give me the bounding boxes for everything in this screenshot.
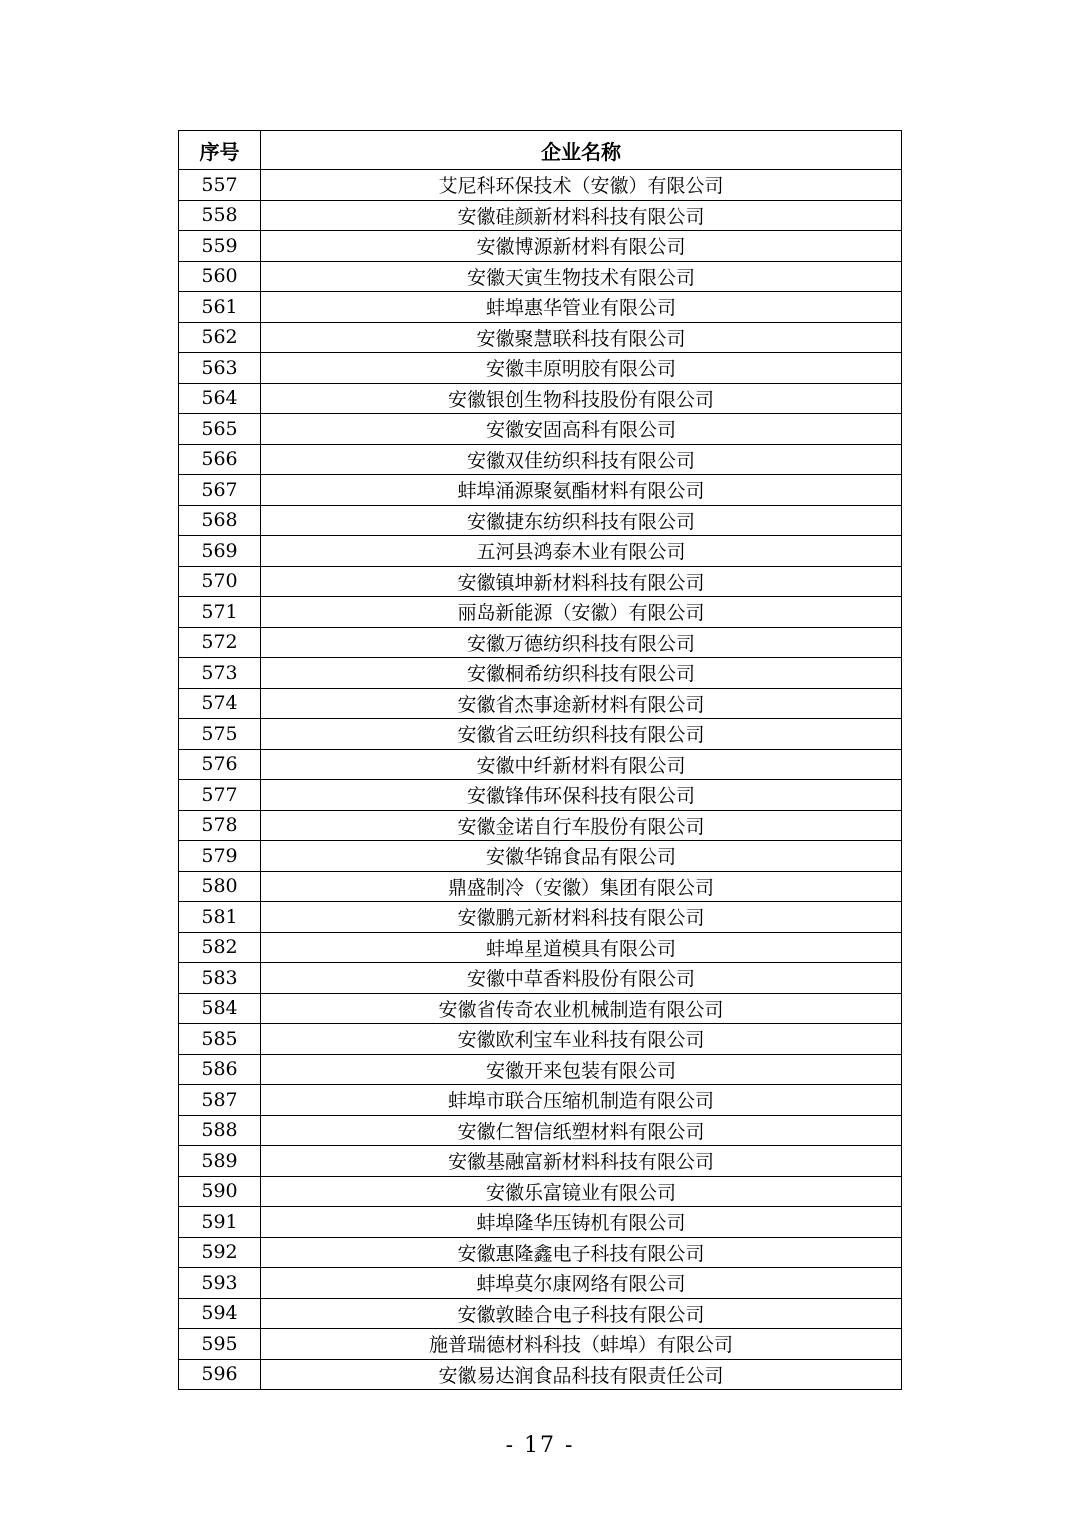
table-row xyxy=(179,1207,902,1238)
table-row xyxy=(179,597,902,628)
serial-number-cell: 594 xyxy=(179,1298,261,1329)
enterprise-name-cell: 安徽硅颜新材料科技有限公司 xyxy=(261,200,902,231)
serial-number-cell: 562 xyxy=(179,322,261,353)
serial-number-cell: 584 xyxy=(179,993,261,1024)
table-row xyxy=(179,1329,902,1360)
table-row xyxy=(179,200,902,231)
table-row xyxy=(179,1146,902,1177)
serial-number-cell: 575 xyxy=(179,719,261,750)
enterprise-name-cell: 丽岛新能源（安徽）有限公司 xyxy=(261,597,902,628)
enterprise-name-cell: 安徽丰原明胶有限公司 xyxy=(261,353,902,384)
serial-number-cell: 557 xyxy=(179,170,261,201)
enterprise-name-cell: 安徽敦睦合电子科技有限公司 xyxy=(261,1298,902,1329)
enterprise-name-cell: 安徽易达润食品科技有限责任公司 xyxy=(261,1359,902,1390)
serial-number-cell: 574 xyxy=(179,688,261,719)
table-row xyxy=(179,231,902,262)
enterprise-name-cell: 安徽华锦食品有限公司 xyxy=(261,841,902,872)
enterprise-name-cell: 安徽金诺自行车股份有限公司 xyxy=(261,810,902,841)
table-row xyxy=(179,810,902,841)
table-header-row xyxy=(179,131,902,170)
serial-number-cell: 583 xyxy=(179,963,261,994)
table-row xyxy=(179,353,902,384)
serial-number-cell: 560 xyxy=(179,261,261,292)
serial-number-cell: 595 xyxy=(179,1329,261,1360)
table-row xyxy=(179,688,902,719)
serial-number-cell: 577 xyxy=(179,780,261,811)
table-row xyxy=(179,1176,902,1207)
header-enterprise-name: 企业名称 xyxy=(261,131,902,170)
enterprise-name-cell: 安徽惠隆鑫电子科技有限公司 xyxy=(261,1237,902,1268)
enterprise-name-cell: 蚌埠星道模具有限公司 xyxy=(261,932,902,963)
serial-number-cell: 586 xyxy=(179,1054,261,1085)
enterprise-name-cell: 蚌埠隆华压铸机有限公司 xyxy=(261,1207,902,1238)
table-row xyxy=(179,475,902,506)
serial-number-cell: 571 xyxy=(179,597,261,628)
enterprise-name-cell: 安徽鹏元新材料科技有限公司 xyxy=(261,902,902,933)
enterprise-name-cell: 蚌埠涌源聚氨酯材料有限公司 xyxy=(261,475,902,506)
enterprise-name-cell: 安徽镇坤新材料科技有限公司 xyxy=(261,566,902,597)
enterprise-name-cell: 艾尼科环保技术（安徽）有限公司 xyxy=(261,170,902,201)
enterprise-name-cell: 安徽万德纺织科技有限公司 xyxy=(261,627,902,658)
enterprise-name-cell: 安徽欧利宝车业科技有限公司 xyxy=(261,1024,902,1055)
enterprise-name-cell: 安徽基融富新材料科技有限公司 xyxy=(261,1146,902,1177)
enterprise-name-cell: 安徽聚慧联科技有限公司 xyxy=(261,322,902,353)
table-row xyxy=(179,719,902,750)
enterprise-name-cell: 安徽锋伟环保科技有限公司 xyxy=(261,780,902,811)
enterprise-name-cell: 安徽银创生物科技股份有限公司 xyxy=(261,383,902,414)
serial-number-cell: 581 xyxy=(179,902,261,933)
serial-number-cell: 591 xyxy=(179,1207,261,1238)
enterprise-table xyxy=(178,130,902,1390)
table-row xyxy=(179,383,902,414)
serial-number-cell: 582 xyxy=(179,932,261,963)
serial-number-cell: 569 xyxy=(179,536,261,567)
table-row xyxy=(179,932,902,963)
enterprise-name-cell: 鼎盛制冷（安徽）集团有限公司 xyxy=(261,871,902,902)
table-row xyxy=(179,414,902,445)
table-row xyxy=(179,658,902,689)
serial-number-cell: 587 xyxy=(179,1085,261,1116)
table-row xyxy=(179,1085,902,1116)
serial-number-cell: 566 xyxy=(179,444,261,475)
serial-number-cell: 592 xyxy=(179,1237,261,1268)
serial-number-cell: 568 xyxy=(179,505,261,536)
table-row xyxy=(179,566,902,597)
serial-number-cell: 576 xyxy=(179,749,261,780)
serial-number-cell: 567 xyxy=(179,475,261,506)
table-row xyxy=(179,261,902,292)
enterprise-name-cell: 安徽开来包装有限公司 xyxy=(261,1054,902,1085)
table-row xyxy=(179,627,902,658)
table-row xyxy=(179,1298,902,1329)
table-body xyxy=(179,170,902,1390)
table-row xyxy=(179,963,902,994)
table-row xyxy=(179,292,902,323)
enterprise-name-cell: 蚌埠莫尔康网络有限公司 xyxy=(261,1268,902,1299)
table-row xyxy=(179,1359,902,1390)
serial-number-cell: 564 xyxy=(179,383,261,414)
serial-number-cell: 580 xyxy=(179,871,261,902)
table-row xyxy=(179,993,902,1024)
serial-number-cell: 565 xyxy=(179,414,261,445)
table-row xyxy=(179,780,902,811)
table-row xyxy=(179,902,902,933)
serial-number-cell: 573 xyxy=(179,658,261,689)
serial-number-cell: 578 xyxy=(179,810,261,841)
serial-number-cell: 596 xyxy=(179,1359,261,1390)
table-row xyxy=(179,322,902,353)
header-serial-number: 序号 xyxy=(179,131,261,170)
enterprise-name-cell: 安徽乐富镜业有限公司 xyxy=(261,1176,902,1207)
enterprise-name-cell: 蚌埠惠华管业有限公司 xyxy=(261,292,902,323)
enterprise-name-cell: 安徽中草香料股份有限公司 xyxy=(261,963,902,994)
enterprise-name-cell: 安徽安固高科有限公司 xyxy=(261,414,902,445)
table-row xyxy=(179,749,902,780)
table-row xyxy=(179,444,902,475)
serial-number-cell: 563 xyxy=(179,353,261,384)
serial-number-cell: 572 xyxy=(179,627,261,658)
enterprise-name-cell: 五河县鸿泰木业有限公司 xyxy=(261,536,902,567)
enterprise-name-cell: 安徽省杰事途新材料有限公司 xyxy=(261,688,902,719)
table-row xyxy=(179,1024,902,1055)
table-row xyxy=(179,170,902,201)
table-row xyxy=(179,1268,902,1299)
serial-number-cell: 589 xyxy=(179,1146,261,1177)
page-number: - 17 - xyxy=(505,1433,575,1458)
enterprise-name-cell: 安徽捷东纺织科技有限公司 xyxy=(261,505,902,536)
enterprise-name-cell: 安徽双佳纺织科技有限公司 xyxy=(261,444,902,475)
table-row xyxy=(179,841,902,872)
table-row xyxy=(179,871,902,902)
enterprise-name-cell: 安徽博源新材料有限公司 xyxy=(261,231,902,262)
table-row xyxy=(179,505,902,536)
enterprise-name-cell: 安徽中纤新材料有限公司 xyxy=(261,749,902,780)
enterprise-name-cell: 蚌埠市联合压缩机制造有限公司 xyxy=(261,1085,902,1116)
enterprise-name-cell: 安徽仁智信纸塑材料有限公司 xyxy=(261,1115,902,1146)
table-row xyxy=(179,1115,902,1146)
enterprise-name-cell: 施普瑞德材料科技（蚌埠）有限公司 xyxy=(261,1329,902,1360)
serial-number-cell: 585 xyxy=(179,1024,261,1055)
serial-number-cell: 588 xyxy=(179,1115,261,1146)
table-row xyxy=(179,536,902,567)
serial-number-cell: 593 xyxy=(179,1268,261,1299)
enterprise-name-cell: 安徽省传奇农业机械制造有限公司 xyxy=(261,993,902,1024)
serial-number-cell: 561 xyxy=(179,292,261,323)
serial-number-cell: 590 xyxy=(179,1176,261,1207)
table-row xyxy=(179,1054,902,1085)
serial-number-cell: 559 xyxy=(179,231,261,262)
enterprise-name-cell: 安徽省云旺纺织科技有限公司 xyxy=(261,719,902,750)
enterprise-name-cell: 安徽桐希纺织科技有限公司 xyxy=(261,658,902,689)
enterprise-name-cell: 安徽天寅生物技术有限公司 xyxy=(261,261,902,292)
serial-number-cell: 579 xyxy=(179,841,261,872)
serial-number-cell: 558 xyxy=(179,200,261,231)
table-row xyxy=(179,1237,902,1268)
serial-number-cell: 570 xyxy=(179,566,261,597)
